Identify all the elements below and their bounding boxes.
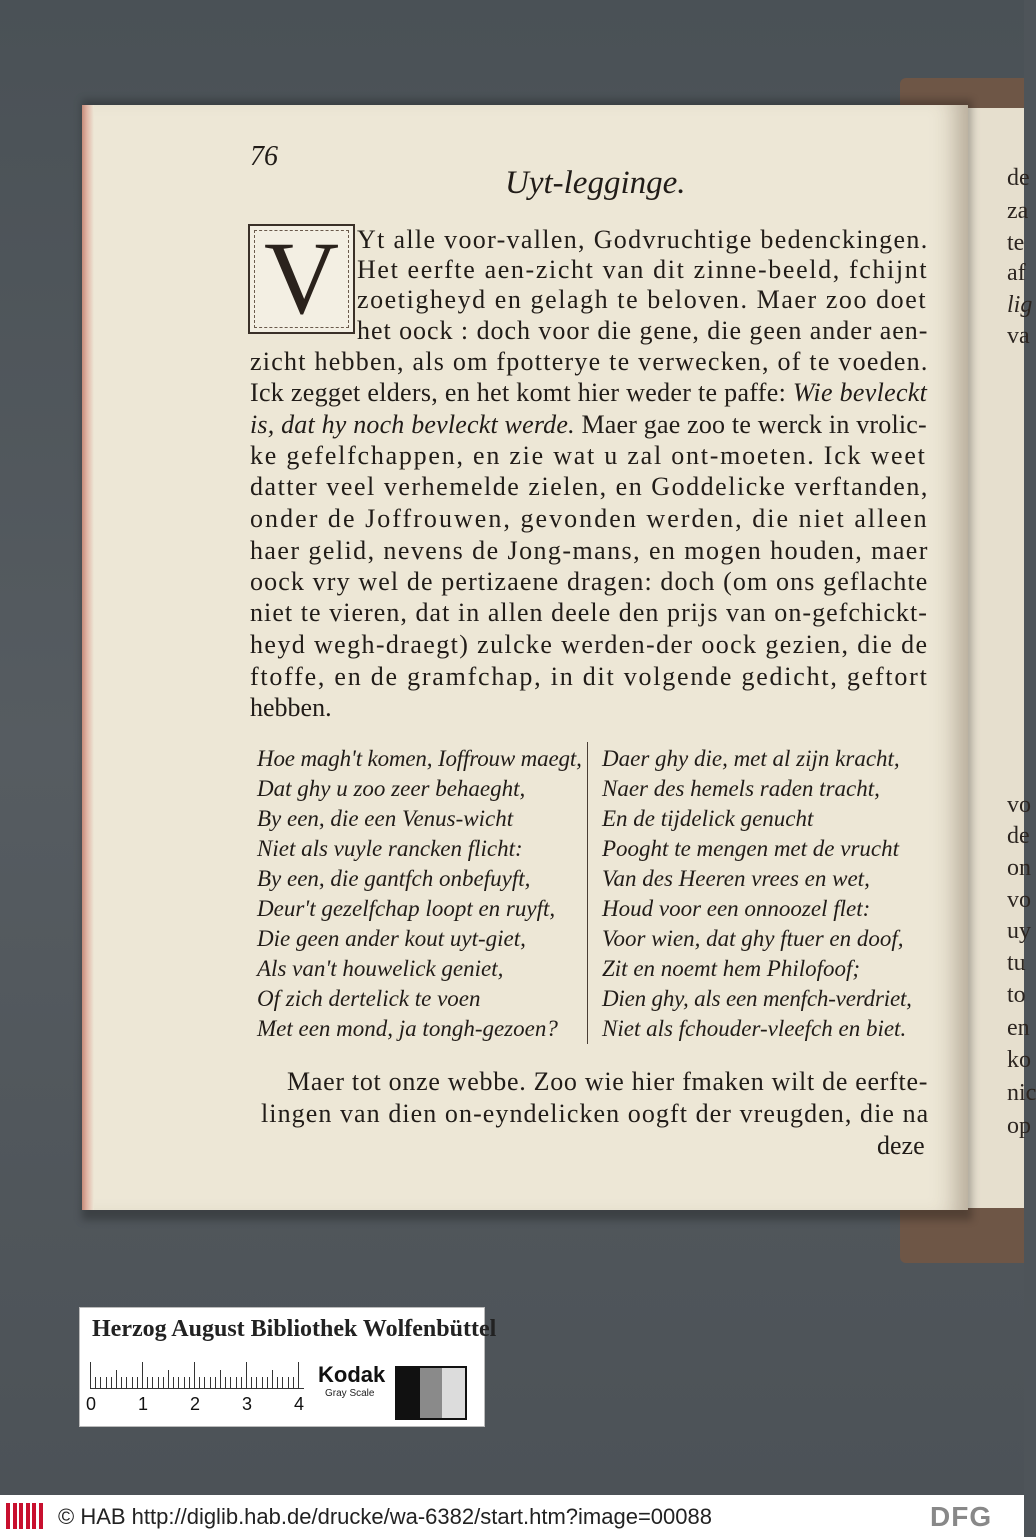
verse-line: Dat ghy u zoo zeer behaeght,	[257, 776, 526, 801]
ruler-tick	[199, 1377, 200, 1388]
line-text: ftoffe, en de gramfchap, in dit volgende gedicht, geftort	[250, 662, 929, 691]
footer-bar	[0, 1495, 1024, 1537]
drop-cap	[248, 221, 355, 336]
kodak-subtitle: Gray Scale	[325, 1388, 375, 1399]
right-page-fragment: op	[1007, 1113, 1031, 1139]
right-page-fragment: on	[1007, 855, 1031, 881]
line-text: heyd wegh-draegt) zulcke werden-der oock gezien, die de	[250, 630, 929, 659]
gray-swatch	[420, 1368, 443, 1418]
ruler-number: 0	[86, 1394, 97, 1414]
line-text: Het eerfte aen-zicht van dit zinne-beeld, fchijnt	[357, 255, 929, 284]
hab-logo-icon	[6, 1503, 46, 1529]
ruler	[90, 1360, 304, 1389]
ruler-tick	[251, 1377, 252, 1388]
ruler-tick	[225, 1377, 226, 1388]
ruler-tick	[168, 1370, 169, 1388]
ruler-number: 4	[294, 1394, 305, 1414]
ruler-tick	[111, 1377, 112, 1388]
ruler-tick	[241, 1377, 242, 1388]
line-text: onder de Joffrouwen, gevonden werden, die niet alleen	[250, 504, 929, 533]
verse-line: Die geen ander kout uyt-giet,	[257, 926, 526, 951]
ruler-tick	[210, 1377, 211, 1388]
hab-logo-bar	[39, 1503, 43, 1529]
ruler-tick	[262, 1377, 263, 1388]
dfg-logo: DFG	[930, 1501, 993, 1532]
verse-line: Naer des hemels raden tracht,	[602, 776, 880, 801]
ruler-tick	[246, 1362, 247, 1388]
right-page-fragment: nic	[1007, 1080, 1036, 1106]
right-page-fragment: ko	[1007, 1047, 1031, 1073]
ruler-tick	[230, 1377, 231, 1388]
ruler-tick	[215, 1377, 216, 1388]
line-text: niet te vieren, dat in allen deele den prijs van on-gefchickt-	[250, 598, 928, 627]
right-page-fragment: tu	[1007, 950, 1026, 976]
drop-cap-letter: V	[263, 221, 340, 336]
line-text: ke gefelfchappen, en zie wat u zal ont-moeten. Ick weet	[250, 441, 927, 470]
verse-line: Voor wien, dat ghy ftuer en doof,	[602, 926, 904, 951]
gray-swatch	[397, 1368, 420, 1418]
page-number: 76	[250, 141, 278, 172]
ruler-tick	[298, 1362, 299, 1388]
right-page-fragment: za	[1007, 198, 1029, 224]
right-page-fragment: de	[1007, 823, 1030, 849]
footer-copyright: © HAB http://diglib.hab.de/drucke/wa-6382/start.htm?image=00088	[58, 1504, 712, 1529]
ruler-tick	[277, 1377, 278, 1388]
paragraph-2-line: lingen van dien on-eyndelicken oogft der vreugden, die na	[261, 1099, 930, 1128]
kodak-logo: Kodak	[318, 1362, 386, 1387]
ruler-tick	[126, 1377, 127, 1388]
italic-quote: is, dat hy noch bevleckt werde.	[250, 410, 575, 439]
page-edge	[82, 105, 94, 1210]
verse-line: Niet als fchouder-vleefch en biet.	[602, 1016, 907, 1041]
right-page-fragment: de	[1007, 165, 1030, 191]
ruler-tick	[121, 1377, 122, 1388]
ruler-tick	[288, 1377, 289, 1388]
verse-line: Met een mond, ja tongh-gezoen?	[257, 1016, 558, 1041]
verse-line: By een, die gantfch onbefuyft,	[257, 866, 531, 891]
paragraph-1-line	[250, 692, 332, 724]
paragraph-1-line	[250, 535, 929, 567]
gray-swatch	[442, 1368, 465, 1418]
paragraph-1-line	[250, 409, 927, 441]
running-title: Uyt-legginge.	[505, 165, 686, 201]
ruler-tick	[90, 1362, 91, 1388]
line-text: oock vry wel de pertizaene dragen: doch (om ons geflachte	[250, 567, 929, 596]
ruler-tick	[204, 1377, 205, 1388]
ruler-tick	[272, 1370, 273, 1388]
paragraph-1-line	[250, 471, 929, 503]
hab-logo-bar	[26, 1503, 30, 1529]
right-page-fragment: lig	[1007, 292, 1033, 318]
ruler-tick	[95, 1377, 96, 1388]
paragraph-1-line	[250, 440, 927, 472]
italic-quote: Wie bevleckt	[786, 378, 928, 407]
paragraph-1-line	[357, 254, 928, 286]
line-text: haer gelid, nevens de Jong-mans, en mogen houden, maer	[250, 536, 929, 565]
verse-line: By een, die een Venus-wicht	[257, 806, 514, 831]
ruler-number: 2	[190, 1394, 201, 1414]
ruler-tick	[189, 1377, 190, 1388]
right-page-fragment: uy	[1007, 918, 1031, 944]
ruler-tick	[293, 1377, 294, 1388]
ruler-tick	[106, 1377, 107, 1388]
paragraph-1-line	[250, 377, 927, 409]
ruler-tick	[158, 1377, 159, 1388]
hab-logo-bar	[19, 1503, 23, 1529]
verse-line: Dien ghy, als een menfch-verdriet,	[602, 986, 912, 1011]
target-title: Herzog August Bibliothek Wolfenbüttel	[92, 1316, 497, 1342]
ruler-tick	[256, 1377, 257, 1388]
ruler-tick	[184, 1377, 185, 1388]
paragraph-1-line	[357, 315, 928, 347]
right-page-fragment: vo	[1007, 792, 1031, 818]
verse-line: Of zich dertelick te voen	[257, 986, 481, 1011]
right-page-fragment: vo	[1007, 887, 1031, 913]
paragraph-1-line	[250, 629, 928, 661]
verse-line: Niet als vuyle rancken flicht:	[257, 836, 523, 861]
paragraph-1-line	[250, 661, 929, 693]
verse-line: Van des Heeren vrees en wet,	[602, 866, 870, 891]
hab-logo-bar	[32, 1503, 36, 1529]
right-page-fragment: af	[1007, 260, 1026, 286]
verse-divider	[587, 742, 588, 1044]
paragraph-1-line	[250, 597, 928, 629]
verse-line: Als van't houwelick geniet,	[257, 956, 504, 981]
ruler-tick	[220, 1370, 221, 1388]
color-target	[79, 1307, 497, 1427]
ruler-number: 1	[138, 1394, 149, 1414]
line-text: Ick zegget elders, en het komt hier weder te paffe:	[250, 378, 787, 407]
right-page-fragment: to	[1007, 982, 1026, 1008]
verse-line: Houd voor een onnoozel flet:	[602, 896, 871, 921]
line-text: datter veel verhemelde zielen, en Goddelicke verftanden,	[250, 472, 929, 501]
ruler-tick	[178, 1377, 179, 1388]
ruler-tick	[116, 1370, 117, 1388]
ruler-tick	[137, 1377, 138, 1388]
line-text: het oock : doch voor die gene, die geen ander aen-	[357, 316, 929, 345]
ruler-tick	[132, 1377, 133, 1388]
ruler-tick	[267, 1377, 268, 1388]
gray-scale-swatches	[395, 1366, 467, 1420]
verse-line: En de tijdelick genucht	[602, 806, 814, 831]
ruler-tick	[282, 1377, 283, 1388]
paragraph-2-line: Maer tot onze webbe. Zoo wie hier fmaken wilt de eerfte-	[287, 1067, 929, 1096]
right-page-fragment: en	[1007, 1015, 1030, 1041]
ruler-number: 3	[242, 1394, 253, 1414]
paragraph-1-line	[250, 346, 929, 378]
line-text: zicht hebben, als om fpotterye te verwecken, of te voeden.	[250, 347, 929, 376]
ruler-tick	[142, 1362, 143, 1388]
ruler-tick	[236, 1377, 237, 1388]
paragraph-1-line	[357, 224, 929, 256]
right-page-fragment: te	[1007, 230, 1025, 256]
line-text: Yt alle voor-vallen, Godvruchtige bedenckingen.	[357, 225, 929, 254]
verse-line: Hoe magh't komen, Ioffrouw maegt,	[257, 746, 582, 771]
ruler-tick	[100, 1377, 101, 1388]
paragraph-1-line	[250, 503, 929, 535]
verse-line: Pooght te mengen met de vrucht	[602, 836, 899, 861]
verse-line: Daer ghy die, met al zijn kracht,	[602, 746, 900, 771]
paragraph-1-line	[357, 284, 927, 316]
hab-logo-bar	[6, 1503, 10, 1529]
paragraph-1-line	[250, 566, 928, 598]
ruler-tick	[194, 1362, 195, 1388]
verse-line: Zit en noemt hem Philofoof;	[602, 956, 861, 981]
hab-logo-bar	[13, 1503, 17, 1529]
ruler-tick	[163, 1377, 164, 1388]
right-page-fragment: va	[1007, 323, 1030, 349]
line-text: zoetigheyd en gelagh te beloven. Maer zoo doet	[357, 285, 928, 314]
verse-line: Deur't gezelfchap loopt en ruyft,	[257, 896, 556, 921]
line-text: hebben.	[250, 693, 332, 722]
line-text: Maer gae zoo te werck in vrolic-	[574, 410, 927, 439]
ruler-tick	[147, 1377, 148, 1388]
paragraph-2-line: deze	[877, 1131, 925, 1160]
ruler-tick	[173, 1377, 174, 1388]
ruler-tick	[152, 1377, 153, 1388]
